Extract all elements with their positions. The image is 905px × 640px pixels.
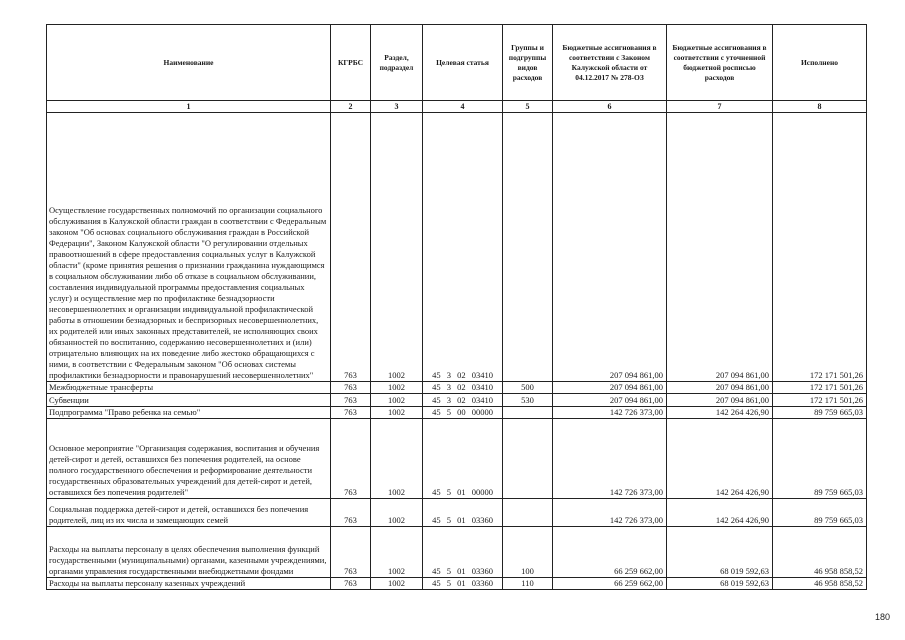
header-kgrbs: КГРБС	[331, 25, 371, 101]
header-target-article: Целевая статья	[423, 25, 503, 101]
row-executed: 46 958 858,52	[773, 577, 867, 589]
row-target-article: 45 5 01 00000	[423, 419, 503, 499]
row-section: 1002	[371, 382, 423, 394]
row-name: Социальная поддержка детей-сирот и детей, оставшихся без попечения родителей, лиц из их числа и замещающих семей	[47, 498, 331, 526]
row-law-allocation: 207 094 861,00	[553, 394, 667, 406]
column-number: 5	[503, 101, 553, 113]
column-number: 1	[47, 101, 331, 113]
row-refined-allocation: 68 019 592,63	[667, 577, 773, 589]
table-row	[47, 394, 867, 406]
row-section: 1002	[371, 526, 423, 577]
row-executed: 89 759 665,03	[773, 406, 867, 418]
row-name: Осуществление государственных полномочий по организации социального обслуживания в Калужской области граждан в соответствии с Федеральным законом "Об основах социального обслуживания граждан в Российской Федерации", Законом Калужской области "О регулировании отдельных правоотношений в сфере предоставления социальных услуг в Калужской области" (кроме принятия решения о признании гражданина нуждающимся в социальном обслуживании либо об отказе в социальном обслуживании, составления индивидуальной программы предоставления социальных услуг) и осуществление мер по профилактике безнадзорности несовершеннолетних и организации индивидуальной профилактической работы в отношении безнадзорных и беспризорных несовершеннолетних, их родителей или иных законных представителей, не исполняющих своих обязанностей по воспитанию, содержанию несовершеннолетних и (или) отрицательно влияющих на их поведение либо жестоко обращающихся с ними, в соответствии с Федеральным законом "Об основах системы профилактики безнадзорности и правонарушений несовершеннолетних"	[47, 113, 331, 382]
row-refined-allocation: 142 264 426,90	[667, 498, 773, 526]
row-expense-group: 530	[503, 394, 553, 406]
row-executed: 172 171 501,26	[773, 382, 867, 394]
column-number-row	[47, 101, 867, 113]
header-law-allocations: Бюджетные ассигнования в соответствии с Законом Калужской области от 04.12.2017 № 278-ОЗ	[553, 25, 667, 101]
row-expense-group	[503, 113, 553, 382]
row-expense-group: 100	[503, 526, 553, 577]
row-target-article: 45 5 00 00000	[423, 406, 503, 418]
row-kgrbs: 763	[331, 113, 371, 382]
row-executed: 89 759 665,03	[773, 419, 867, 499]
row-law-allocation: 66 259 662,00	[553, 577, 667, 589]
row-target-article: 45 5 01 03360	[423, 577, 503, 589]
row-target-article: 45 5 01 03360	[423, 526, 503, 577]
table-row	[47, 526, 867, 577]
header-name: Наименование	[47, 25, 331, 101]
row-refined-allocation: 142 264 426,90	[667, 406, 773, 418]
header-refined-allocations: Бюджетные ассигнования в соответствии с уточненной бюджетной росписью расходов	[667, 25, 773, 101]
header-section: Раздел, подраздел	[371, 25, 423, 101]
row-executed: 172 171 501,26	[773, 394, 867, 406]
row-target-article: 45 3 02 03410	[423, 382, 503, 394]
row-expense-group	[503, 498, 553, 526]
row-name: Основное мероприятие "Организация содержания, воспитания и обучения детей-сирот и детей, оставшихся без попечения родителей, на основе полного государственного обеспечения и реформирование деятельности государственных образовательных учреждений для детей-сирот и детей, оставшихся без попечения родителей"	[47, 419, 331, 499]
row-expense-group	[503, 406, 553, 418]
table-row	[47, 406, 867, 418]
row-kgrbs: 763	[331, 419, 371, 499]
row-executed: 46 958 858,52	[773, 526, 867, 577]
row-refined-allocation: 142 264 426,90	[667, 419, 773, 499]
row-law-allocation: 142 726 373,00	[553, 406, 667, 418]
row-law-allocation: 207 094 861,00	[553, 113, 667, 382]
table-row	[47, 419, 867, 499]
header-executed: Исполнено	[773, 25, 867, 101]
row-section: 1002	[371, 577, 423, 589]
row-law-allocation: 66 259 662,00	[553, 526, 667, 577]
row-kgrbs: 763	[331, 394, 371, 406]
row-expense-group: 110	[503, 577, 553, 589]
row-refined-allocation: 68 019 592,63	[667, 526, 773, 577]
row-target-article: 45 3 02 03410	[423, 394, 503, 406]
row-refined-allocation: 207 094 861,00	[667, 394, 773, 406]
row-section: 1002	[371, 394, 423, 406]
row-law-allocation: 142 726 373,00	[553, 419, 667, 499]
row-refined-allocation: 207 094 861,00	[667, 382, 773, 394]
row-law-allocation: 142 726 373,00	[553, 498, 667, 526]
column-number: 2	[331, 101, 371, 113]
row-name: Субвенции	[47, 394, 331, 406]
header-row	[47, 25, 867, 101]
row-section: 1002	[371, 113, 423, 382]
row-law-allocation: 207 094 861,00	[553, 382, 667, 394]
row-executed: 172 171 501,26	[773, 113, 867, 382]
table-row	[47, 382, 867, 394]
row-name: Расходы на выплаты персоналу в целях обеспечения выполнения функций государственными (муниципальными) органами, казенными учреждениями, органами управления государственными внебюджетными фондами	[47, 526, 331, 577]
column-number: 6	[553, 101, 667, 113]
row-kgrbs: 763	[331, 498, 371, 526]
row-refined-allocation: 207 094 861,00	[667, 113, 773, 382]
column-number: 4	[423, 101, 503, 113]
row-expense-group	[503, 419, 553, 499]
row-name: Межбюджетные трансферты	[47, 382, 331, 394]
budget-execution-table	[46, 24, 867, 590]
row-target-article: 45 5 01 03360	[423, 498, 503, 526]
row-kgrbs: 763	[331, 406, 371, 418]
table-row	[47, 498, 867, 526]
header-expense-group: Группы и подгруппы видов расходов	[503, 25, 553, 101]
row-executed: 89 759 665,03	[773, 498, 867, 526]
row-section: 1002	[371, 498, 423, 526]
row-name: Подпрограмма "Право ребенка на семью"	[47, 406, 331, 418]
row-section: 1002	[371, 419, 423, 499]
column-number: 7	[667, 101, 773, 113]
row-target-article: 45 3 02 03410	[423, 113, 503, 382]
row-name: Расходы на выплаты персоналу казенных учреждений	[47, 577, 331, 589]
row-kgrbs: 763	[331, 382, 371, 394]
column-number: 8	[773, 101, 867, 113]
row-kgrbs: 763	[331, 577, 371, 589]
column-number: 3	[371, 101, 423, 113]
table-row	[47, 577, 867, 589]
row-expense-group: 500	[503, 382, 553, 394]
page-number: 180	[874, 612, 890, 622]
row-section: 1002	[371, 406, 423, 418]
table-row	[47, 113, 867, 382]
row-kgrbs: 763	[331, 526, 371, 577]
